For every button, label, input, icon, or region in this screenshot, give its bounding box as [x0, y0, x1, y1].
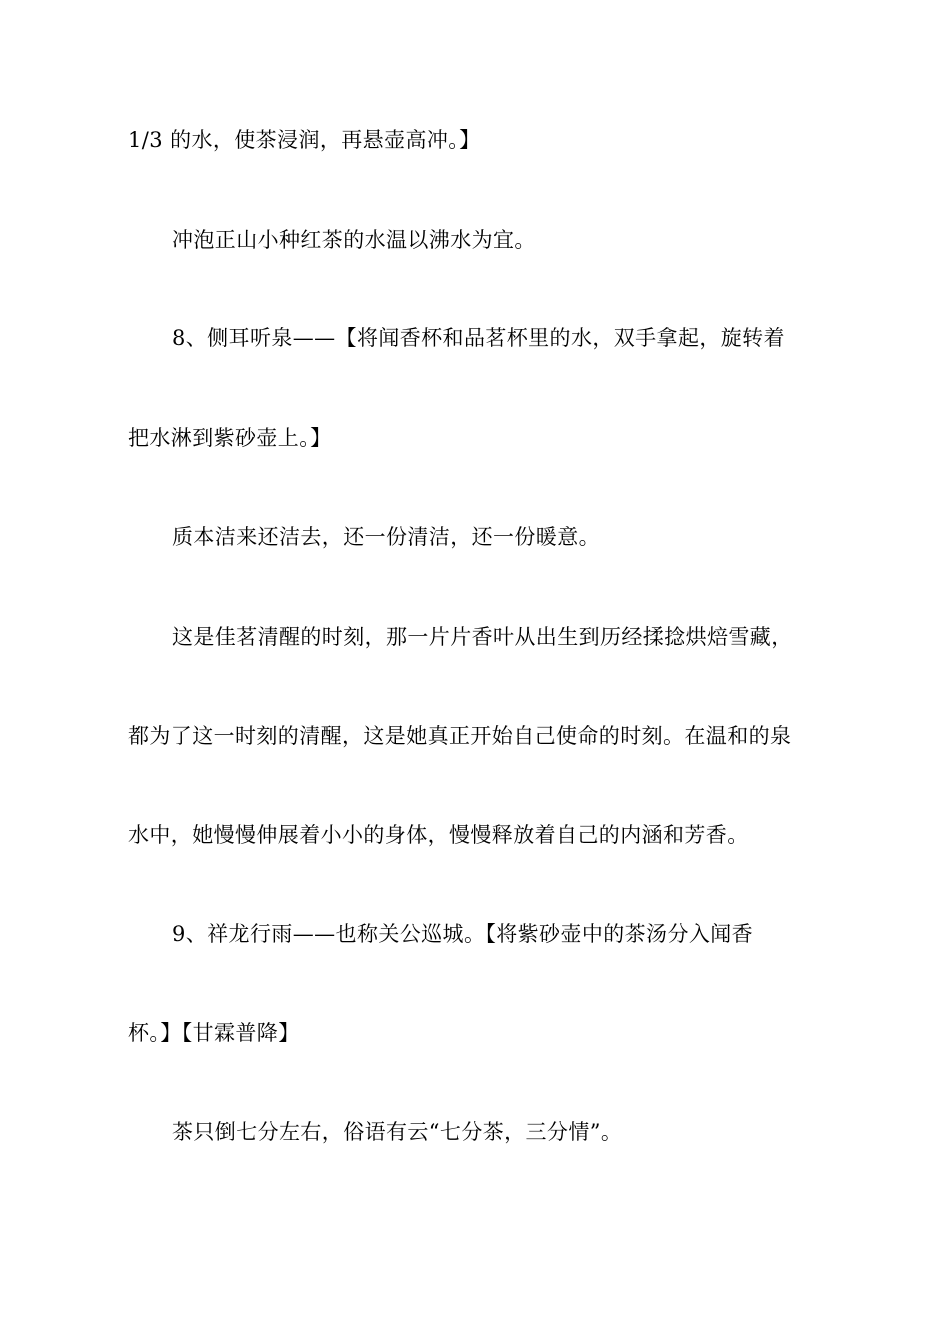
text-line-6: 这是佳茗清醒的时刻，那一片片香叶从出生到历经揉捻烘焙雪藏， [172, 625, 793, 649]
text-line-5: 质本洁来还洁去，还一份清洁，还一份暖意。 [172, 525, 600, 549]
text-line-3: 8、侧耳听泉——【将闻香杯和品茗杯里的水，双手拿起，旋转着 [172, 326, 785, 350]
text-line-8: 水中，她慢慢伸展着小小的身体，慢慢释放着自己的内涵和芳香。 [128, 823, 749, 847]
text-line-10: 杯。】【甘霖普降】 [128, 1021, 300, 1045]
text-line-9: 9、祥龙行雨——也称关公巡城。【将紫砂壶中的茶汤分入闻香 [172, 922, 754, 946]
text-line-11: 茶只倒七分左右，俗语有云“七分茶，三分情”。 [172, 1120, 623, 1144]
text-line-4: 把水淋到紫砂壶上。】 [128, 426, 332, 450]
text-line-1: 1/3 的水，使茶浸润，再悬壶高冲。】 [128, 128, 481, 152]
text-line-7: 都为了这一时刻的清醒，这是她真正开始自己使命的时刻。在温和的泉 [128, 724, 792, 748]
text-line-2: 冲泡正山小种红茶的水温以沸水为宜。 [172, 228, 536, 252]
